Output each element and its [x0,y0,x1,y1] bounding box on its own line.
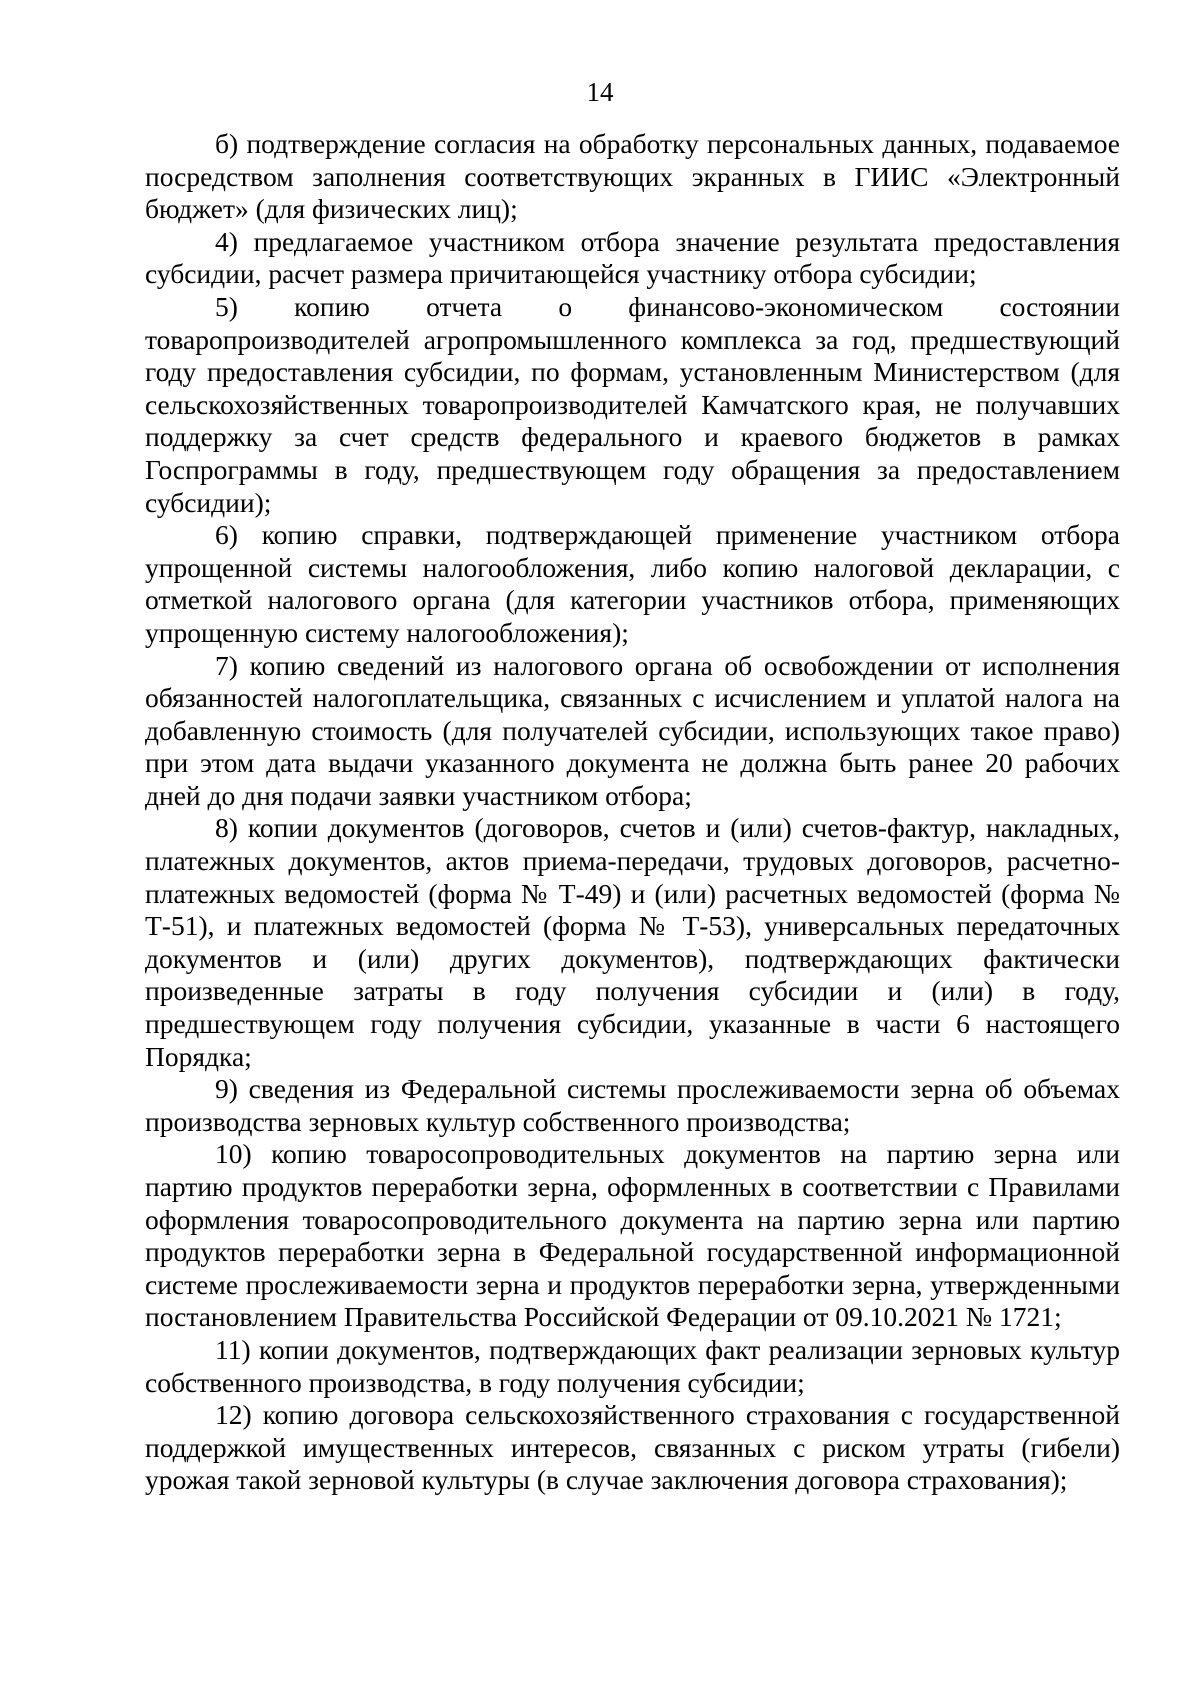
document-body [145,128,1120,1497]
paragraph-b-consent: б) подтверждение согласия на обработку персональных данных, подаваемое посредством заполнения соответствующих экранных в ГИИС «Электронный бюджет» (для физических лиц); [145,128,1120,225]
paragraph-7-vat-exemption: 7) копию сведений из налогового органа об освобождении от исполнения обязанностей налогоплательщика, связанных с исчислением и уплатой налога на добавленную стоимость (для получателей субсидии, использующих такое право) при этом дата выдачи указанного документа не должна быть ранее 20 рабочих дней до дня подачи заявки участником отбора; [145,649,1120,811]
paragraph-12-insurance-contract: 12) копию договора сельскохозяйственного страхования с государственной поддержкой имущественных интересов, связанных с риском утраты (гибели) урожая такой зерновой культуры (в случае заключения договора страхования); [145,1399,1120,1496]
paragraph-6-tax-certificate: 6) копию справки, подтверждающей применение участником отбора упрощенной системы налогообложения, либо копию налоговой декларации, с отметкой налогового органа (для категории участников отбора, применяющих упрощенную систему налогообложения); [145,519,1120,648]
paragraph-10-shipping-documents: 10) копию товаросопроводительных документов на партию зерна или партию продуктов переработки зерна, оформленных в соответствии с Правилами оформления товаросопроводительного документа на партию зерна или партию продуктов переработки зерна в Федеральной государственной информационной системе прослеживаемости зерна и продуктов переработки зерна, утвержденными постановлением Правительства Российской Федерации от 09.10.2021 № 1721; [145,1138,1120,1333]
paragraph-8-cost-documents: 8) копии документов (договоров, счетов и (или) счетов-фактур, накладных, платежных документов, актов приема-передачи, трудовых договоров, расчетно-платежных ведомостей (форма № Т-49) и (или) расчетных ведомостей (форма № Т-51), и платежных ведомостей (форма № Т-53), универсальных передаточных документов и (или) других документов), подтверждающих фактически произведенные затраты в году получения субсидии и (или) в году, предшествующем году получения субсидии, указанные в части 6 настоящего Порядка; [145,812,1120,1072]
paragraph-9-grain-traceability: 9) сведения из Федеральной системы прослеживаемости зерна об объемах производства зерновых культур собственного производства; [145,1073,1120,1137]
paragraph-4-result-value: 4) предлагаемое участником отбора значение результата предоставления субсидии, расчет размера причитающейся участнику отбора субсидии; [145,225,1120,290]
page-number: 14 [586,77,614,107]
paragraph-5-financial-report: 5) копию отчета о финансово-экономическом состоянии товаропроизводителей агропромышленного комплекса за год, предшествующий году предоставления субсидии, по формам, установленным Министерством (для сельскохозяйственных товаропроизводителей Камчатского края, не получавших поддержку за счет средств федерального и краевого бюджетов в рамках Госпрограммы в году, предшествующем году обращения за предоставлением субсидии); [145,290,1120,518]
paragraph-11-sales-documents: 11) копии документов, подтверждающих факт реализации зерновых культур собственного производства, в году получения субсидии; [145,1333,1120,1398]
